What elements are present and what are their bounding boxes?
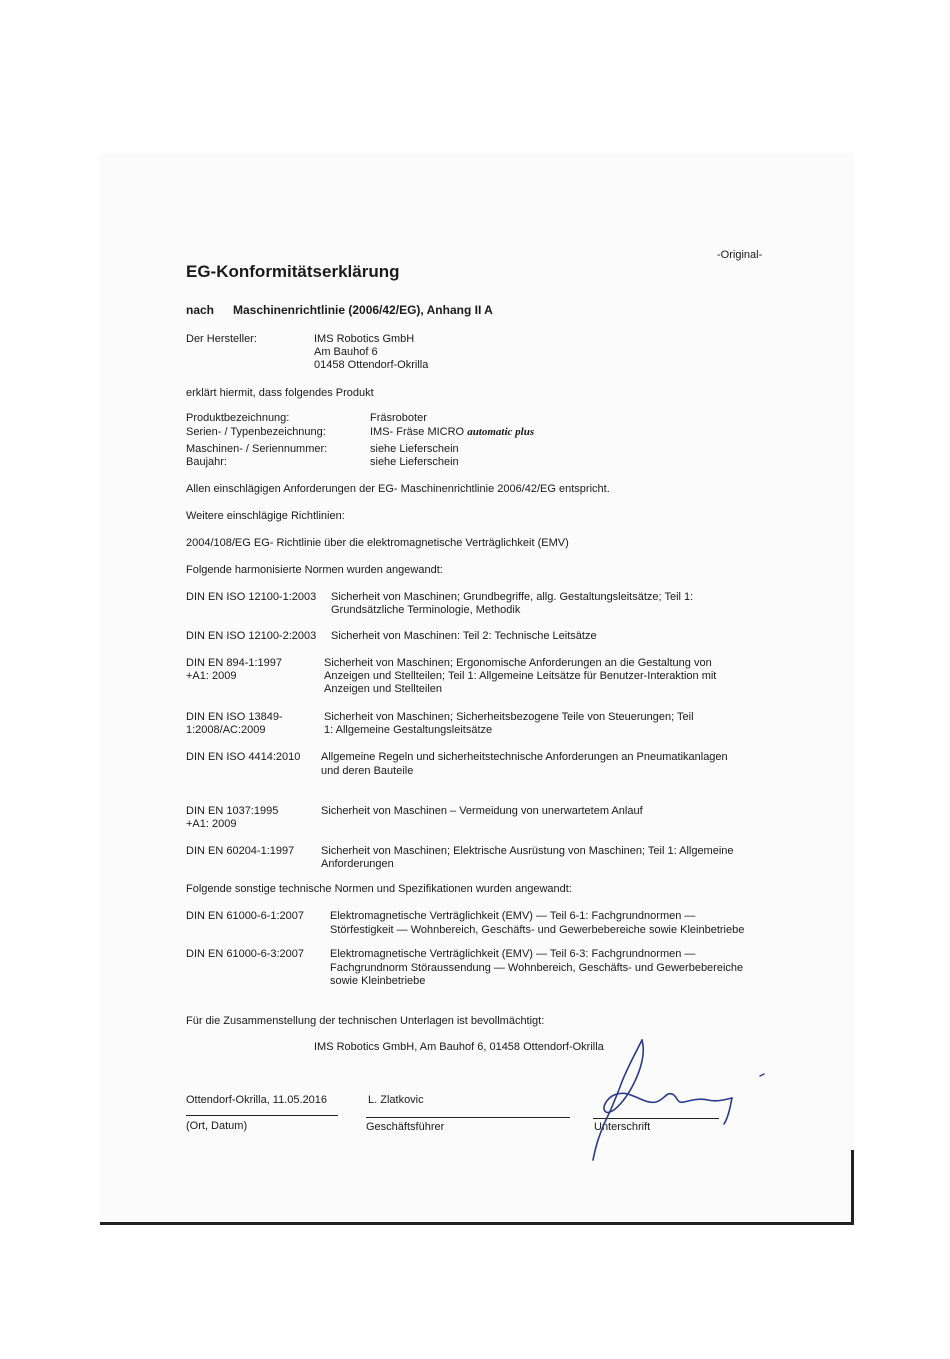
conformity-statement: Allen einschlägigen Anforderungen der EG- Maschinenrichtlinie 2006/42/EG entspricht. xyxy=(186,483,610,495)
norm-desc: Störfestigkeit — Wohnbereich, Geschäfts- und Gewerbebereiche sowie Kleinbetriebe xyxy=(330,924,745,936)
norm-desc: Anforderungen xyxy=(321,858,394,870)
subtitle-text: Maschinenrichtlinie (2006/42/EG), Anhang II A xyxy=(233,303,493,317)
norm-desc: Elektromagnetische Verträglichkeit (EMV) — Teil 6-3: Fachgrundnormen — xyxy=(330,948,696,960)
norm-desc: 1: Allgemeine Gestaltungsleitsätze xyxy=(324,724,493,736)
norm-desc: Sicherheit von Maschinen: Teil 2: Technische Leitsätze xyxy=(331,630,597,642)
norm-desc: Sicherheit von Maschinen; Grundbegriffe, allg. Gestaltungsleitsätze; Teil 1: xyxy=(331,591,694,603)
scan-edge-right xyxy=(851,1150,854,1225)
original-mark: -Original- xyxy=(717,249,763,261)
norm-desc: und deren Bauteile xyxy=(321,765,414,777)
authorized-address: IMS Robotics GmbH, Am Bauhof 6, 01458 Ottendorf-Okrilla xyxy=(314,1041,604,1053)
norm-code: DIN EN 61000-6-1:2007 xyxy=(186,910,305,922)
norm-desc: Anzeigen und Stellteilen; Teil 1: Allgemeine Leitsätze für Benutzer-Interaktion mit xyxy=(324,670,717,682)
norm-desc: Fachgrundnorm Störaussendung — Wohnbereich, Geschäfts- und Gewerbebereiche xyxy=(330,962,744,974)
signer-name: L. Zlatkovic xyxy=(368,1094,424,1106)
other-norms-label: Folgende sonstige technische Normen und Spezifikationen wurden angewandt: xyxy=(186,883,572,895)
norm-desc: Sicherheit von Maschinen; Sicherheitsbezogene Teile von Steuerungen; Teil xyxy=(324,711,694,723)
handwritten-signature xyxy=(580,1032,780,1167)
manufacturer-city: 01458 Ottendorf-Okrilla xyxy=(314,359,429,371)
norm-desc: Sicherheit von Maschinen; Elektrische Ausrüstung von Maschinen; Teil 1: Allgemeine xyxy=(321,845,734,857)
product-value: siehe Lieferschein xyxy=(370,443,459,455)
norm-code: DIN EN 894-1:1997 xyxy=(186,657,282,669)
norm-desc: Grundsätzliche Terminologie, Methodik xyxy=(331,604,521,616)
norm-code: +A1: 2009 xyxy=(186,818,237,830)
product-label: Maschinen- / Seriennummer: xyxy=(186,443,328,455)
signer-name-line xyxy=(366,1117,570,1118)
product-value: siehe Lieferschein xyxy=(370,456,459,468)
norm-code: DIN EN ISO 12100-1:2003 xyxy=(186,591,317,603)
norm-code: DIN EN ISO 13849- xyxy=(186,711,283,723)
product-value xyxy=(370,426,534,439)
norm-code: DIN EN ISO 12100-2:2003 xyxy=(186,630,317,642)
page-title: EG-Konformitätserklärung xyxy=(186,262,400,281)
place-date-caption: (Ort, Datum) xyxy=(186,1120,248,1132)
norm-code: DIN EN 1037:1995 xyxy=(186,805,279,817)
manufacturer-name: IMS Robotics GmbH xyxy=(314,333,415,345)
norm-desc: Anzeigen und Stellteilen xyxy=(324,683,443,695)
product-label: Baujahr: xyxy=(186,456,227,468)
norm-code: DIN EN ISO 4414:2010 xyxy=(186,751,301,763)
place-date-line xyxy=(186,1115,338,1116)
norm-desc: Sicherheit von Maschinen – Vermeidung von unerwartetem Anlauf xyxy=(321,805,643,817)
product-type: IMS- Fräse MICRO xyxy=(370,426,465,438)
norm-code: 1:2008/AC:2009 xyxy=(186,724,266,736)
signature-caption: Unterschrift xyxy=(594,1121,651,1133)
norm-desc: Sicherheit von Maschinen; Ergonomische Anforderungen an die Gestaltung von xyxy=(324,657,712,669)
norm-desc: Allgemeine Regeln und sicherheitstechnische Anforderungen an Pneumatikanlagen xyxy=(321,751,728,763)
further-directives-label: Weitere einschlägige Richtlinien: xyxy=(186,510,345,522)
declaration-intro: erklärt hiermit, dass folgendes Produkt xyxy=(186,387,374,399)
norm-code: DIN EN 61000-6-3:2007 xyxy=(186,948,305,960)
norm-desc: Elektromagnetische Verträglichkeit (EMV) — Teil 6-1: Fachgrundnormen — xyxy=(330,910,696,922)
emv-directive: 2004/108/EG EG- Richtlinie über die elektromagnetische Verträglichkeit (EMV) xyxy=(186,537,569,549)
product-label: Serien- / Typenbezeichnung: xyxy=(186,426,326,438)
product-type-suffix: automatic plus xyxy=(467,426,535,438)
product-label: Produktbezeichnung: xyxy=(186,412,290,424)
signer-title: Geschäftsführer xyxy=(366,1121,445,1133)
manufacturer-label: Der Hersteller: xyxy=(186,333,257,345)
scan-edge-bottom xyxy=(100,1222,854,1225)
harmonized-label: Folgende harmonisierte Normen wurden angewandt: xyxy=(186,564,443,576)
norm-code: DIN EN 60204-1:1997 xyxy=(186,845,295,857)
place-date: Ottendorf-Okrilla, 11.05.2016 xyxy=(186,1094,328,1106)
norm-code: +A1: 2009 xyxy=(186,670,237,682)
authorized-label: Für die Zusammenstellung der technischen Unterlagen ist bevollmächtigt: xyxy=(186,1015,545,1027)
product-value: Fräsroboter xyxy=(370,412,427,424)
manufacturer-street: Am Bauhof 6 xyxy=(314,346,378,358)
norm-desc: sowie Kleinbetriebe xyxy=(330,975,426,987)
subtitle-prefix: nach xyxy=(186,303,215,317)
